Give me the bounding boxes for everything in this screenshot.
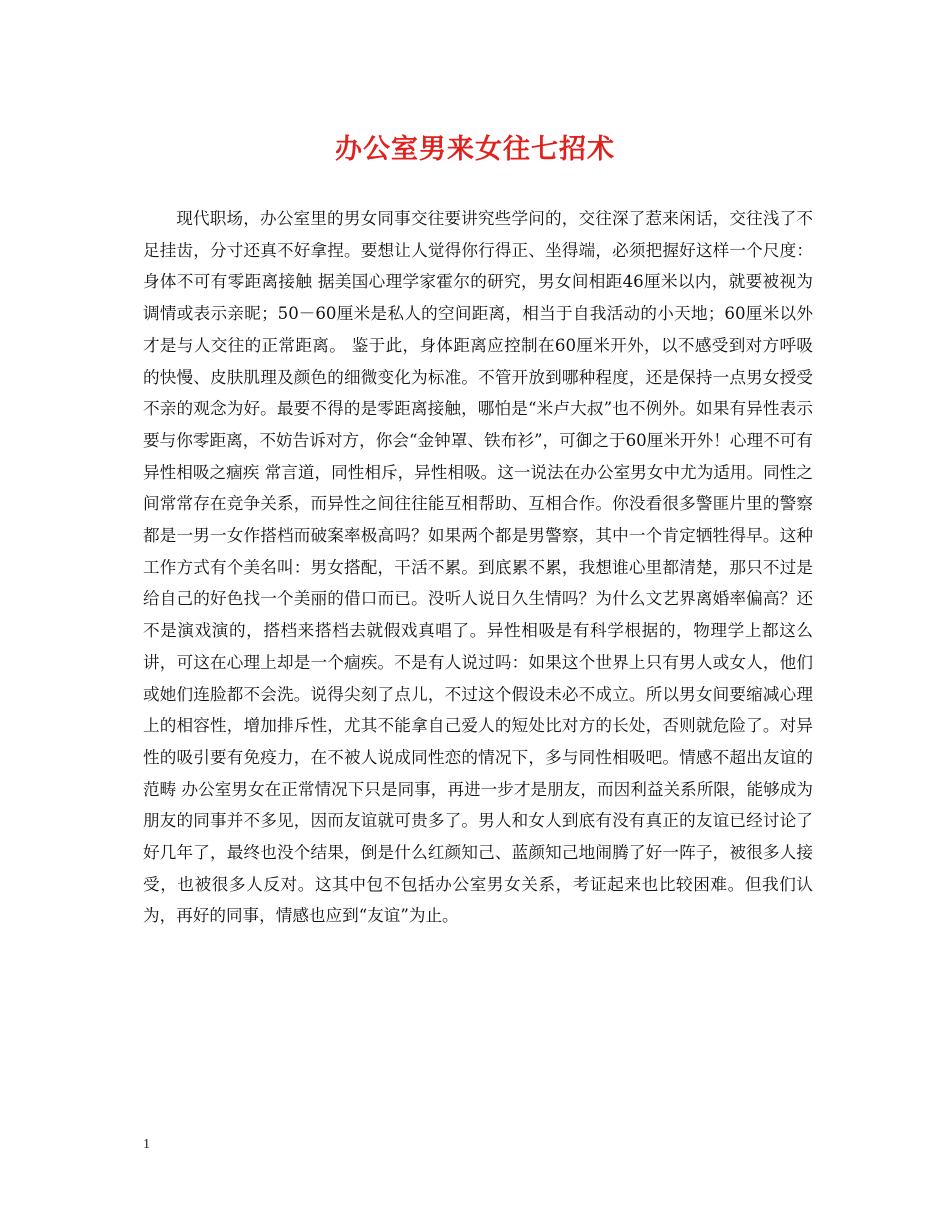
page-number: 1 <box>143 1137 150 1152</box>
body-paragraph: 现代职场，办公室里的男女同事交往要讲究些学问的，交往深了惹来闲话，交往浅了不足挂齿，分寸还真不好拿捏。要想让人觉得你行得正、坐得端，必须把握好这样一个尺度：身体不可有零距离接触 据美国心理学家霍尔的研究，男女间相距46厘米以内，就要被视为调情或表示亲昵；50－60厘米是私人的空间距离，相当于自我活动的小天地；60厘米以外才是与人交往的正常距离。 鉴于此，身体距离应控制在60厘米开外，以不感受到对方呼吸的快慢、皮肤肌理及颜色的细微变化为标准。不管开放到哪种程度，还是保持一点男女授受不亲的观念为好。最要不得的是零距离接触，哪怕是“米卢大叔”也不例外。如果有异性表示要与你零距离，不妨告诉对方，你会“金钟罩、铁布衫”，可御之于60厘米开外！心理不可有异性相吸之痼疾 常言道，同性相斥，异性相吸。这一说法在办公室男女中尤为适用。同性之间常常存在竞争关系，而异性之间往往能互相帮助、互相合作。你没看很多警匪片里的警察都是一男一女作搭档而破案率极高吗？如果两个都是男警察，其中一个肯定牺牲得早。这种工作方式有个美名叫：男女搭配，干活不累。到底累不累，我想谁心里都清楚，那只不过是给自己的好色找一个美丽的借口而已。没听人说日久生情吗？为什么文艺界离婚率偏高？还不是演戏演的，搭档来搭档去就假戏真唱了。异性相吸是有科学根据的，物理学上都这么讲，可这在心理上却是一个痼疾。不是有人说过吗：如果这个世界上只有男人或女人，他们或她们连脸都不会洗。说得尖刻了点儿，不过这个假设未必不成立。所以男女间要缩减心理上的相容性，增加排斥性，尤其不能拿自己爱人的短处比对方的长处，否则就危险了。对异性的吸引要有免疫力，在不被人说成同性恋的情况下，多与同性相吸吧。情感不超出友谊的范畴 办公室男女在正常情况下只是同事，再进一步才是朋友，而因利益关系所限，能够成为朋友的同事并不多见，因而友谊就可贵多了。男人和女人到底有没有真正的友谊已经讨论了好几年了，最终也没个结果，倒是什么红颜知己、蓝颜知己地闹腾了好一阵子，被很多人接受，也被很多人反对。这其中包不包括办公室男女关系，考证起来也比较困难。但我们认为，再好的同事，情感也应到“友谊”为止。 <box>143 209 813 926</box>
document-title: 办公室男来女往七招术 <box>335 134 615 165</box>
